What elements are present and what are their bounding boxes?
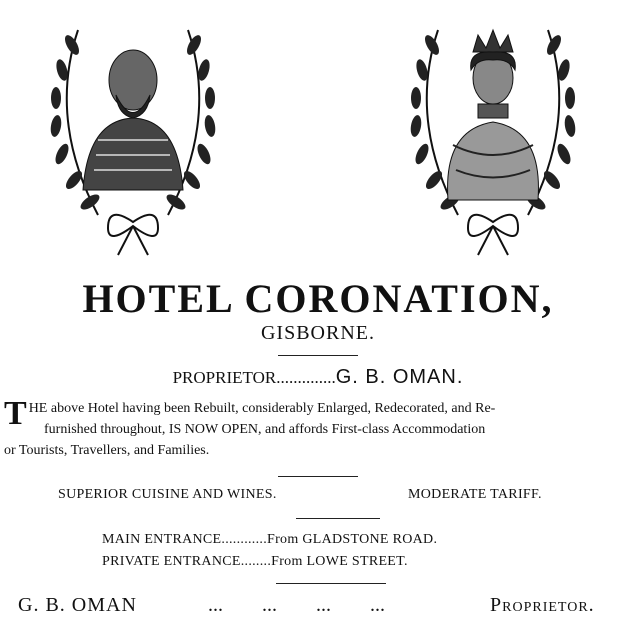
- footer-dots: ... ... ... ...: [208, 594, 385, 616]
- cuisine-feature: SUPERIOR CUISINE AND WINES.: [58, 487, 277, 502]
- footer-proprietor-name: G. B. OMAN: [18, 594, 137, 616]
- town-name: GISBORNE.: [260, 322, 375, 344]
- divider: [278, 355, 358, 356]
- queen-portrait-illustration: [398, 0, 588, 260]
- description-line-2: furnished throughout, IS NOW OPEN, and affords First-class Accommodation: [44, 422, 486, 437]
- proprietor-line: [0, 366, 636, 389]
- king-portrait-illustration: [38, 0, 228, 260]
- proprietor-name: G. B. OMAN.: [335, 366, 464, 388]
- main-entrance-line: MAIN ENTRANCE............From GLADSTONE ROAD.: [102, 532, 438, 547]
- laurel-wreath-icon: [38, 0, 228, 260]
- divider: [296, 518, 380, 519]
- hotel-name-heading: HOTEL CORONATION,: [82, 276, 554, 321]
- hotel-description: [4, 395, 632, 461]
- private-entrance-line: PRIVATE ENTRANCE........From LOWE STREET.: [102, 554, 408, 569]
- tariff-feature: MODERATE TARIFF.: [408, 487, 542, 502]
- laurel-wreath-icon: [398, 0, 588, 260]
- divider: [278, 476, 358, 477]
- description-line-3: or Tourists, Travellers, and Families.: [4, 443, 210, 458]
- divider: [276, 583, 386, 584]
- footer-proprietor-title: Proprietor.: [490, 594, 595, 616]
- dropcap-letter: T: [4, 395, 27, 432]
- proprietor-label: PROPRIETOR..............: [172, 368, 336, 387]
- description-line-1: HE above Hotel having been Rebuilt, considerably Enlarged, Redecorated, and Re-: [28, 401, 496, 416]
